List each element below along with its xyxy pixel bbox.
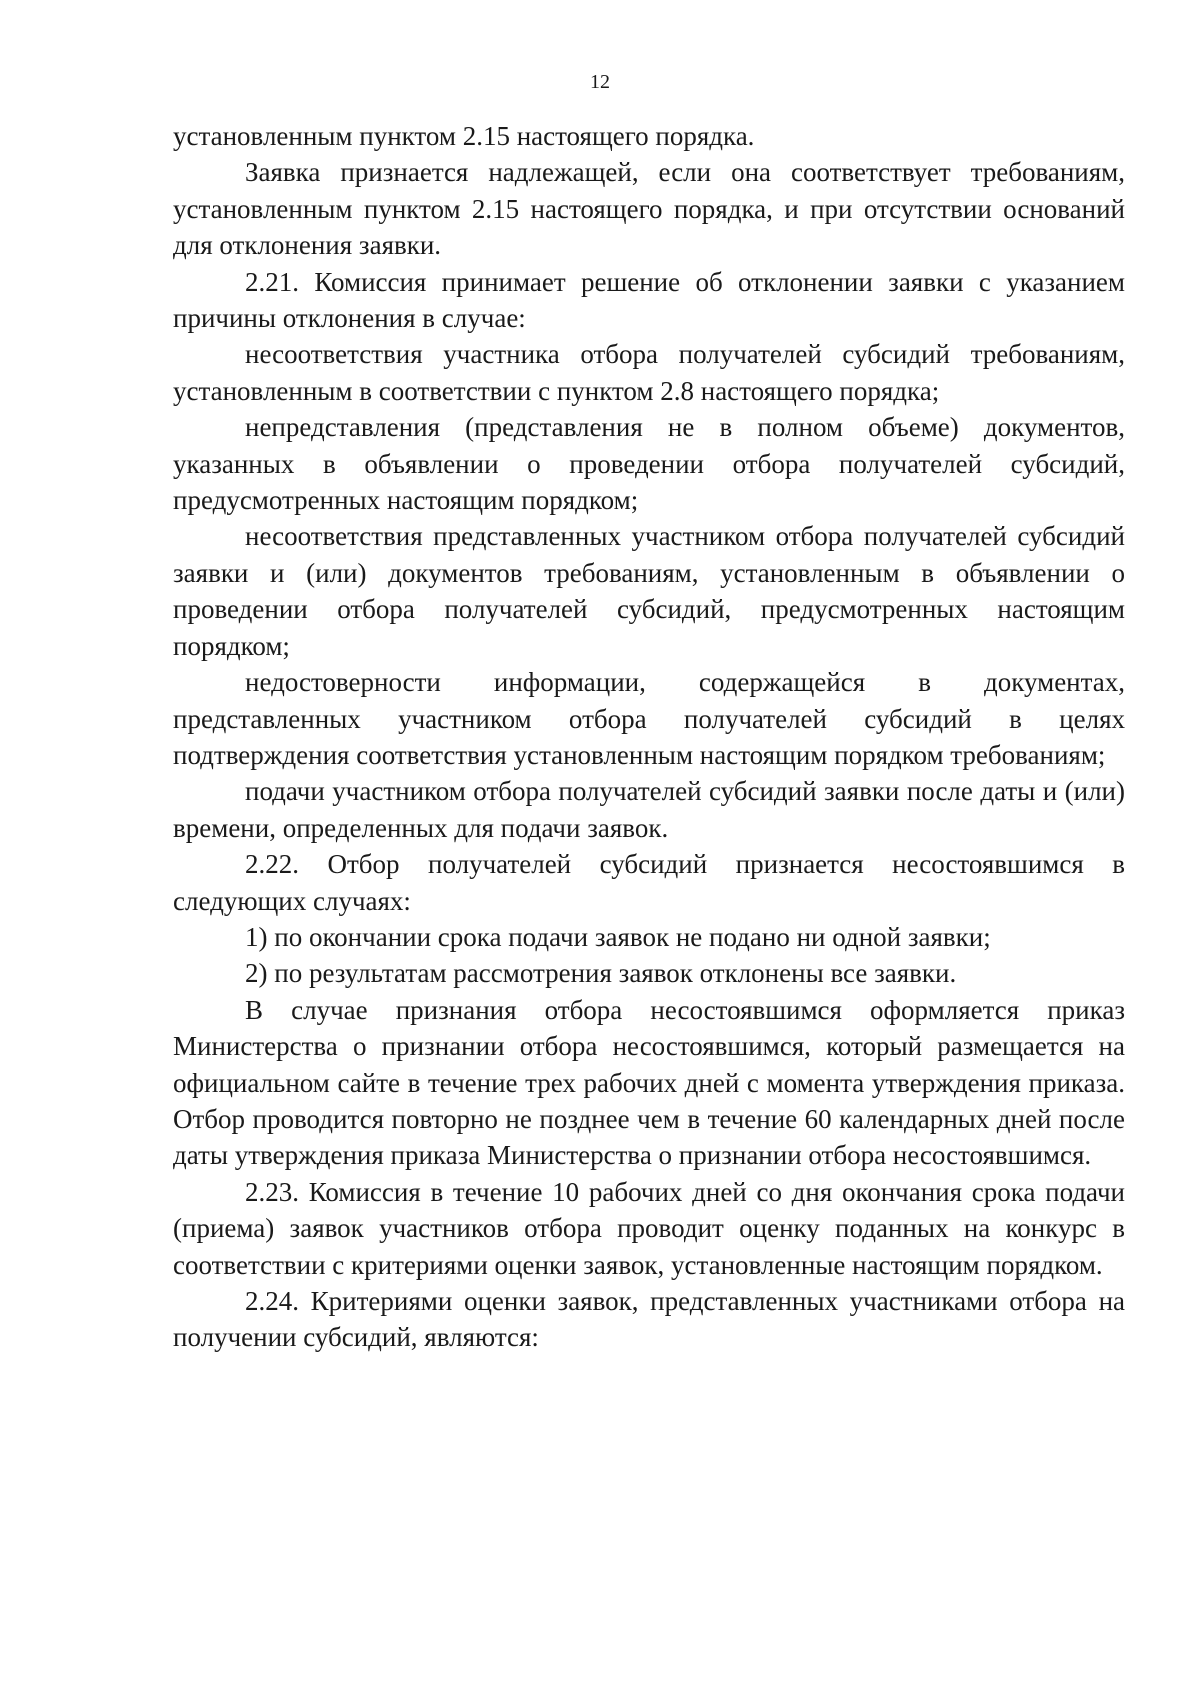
paragraph-rejection-reason-2: непредставления (представления не в полном объеме) документов, указанных в объявлении о проведении отбора получателей субсидий, предусмотренных настоящим порядком; — [173, 412, 1125, 516]
paragraph-2-21: 2.21. Комиссия принимает решение об отклонении заявки с указанием причины отклонения в случае: — [173, 266, 1125, 334]
paragraph-rejection-reason-1: несоответствия участника отбора получателей субсидий требованиям, установленным в соответствии с пунктом 2.8 настоящего порядка; — [173, 339, 1125, 406]
paragraph-rejection-reason-4: недостоверности информации, содержащейся в документах, представленных участником отбора получателей субсидий в целях подтверждения соответствия установленным настоящим порядком требованиям; — [173, 667, 1125, 770]
paragraph-case-2: 2) по результатам рассмотрения заявок отклонены все заявки. — [245, 958, 957, 989]
page-number: 12 — [590, 71, 610, 93]
paragraph-continuation: установленным пунктом 2.15 настоящего порядка. — [173, 121, 755, 151]
paragraph-2-24: 2.24. Критериями оценки заявок, представленных участниками отбора на получении субсидий, являются: — [173, 1286, 1125, 1353]
paragraph-rejection-reason-5: подачи участником отбора получателей субсидий заявки после даты и (или) времени, определенных для подачи заявок. — [173, 776, 1125, 843]
paragraph-case-1: 1) по окончании срока подачи заявок не подано ни одной заявки; — [245, 921, 991, 952]
document-body — [173, 118, 1125, 1356]
paragraph-2-22: 2.22. Отбор получателей субсидий признается несостоявшимся в следующих случаях: — [173, 849, 1125, 916]
paragraph-failed-selection: В случае признания отбора несостоявшимся оформляется приказ Министерства о признании отбора несостоявшимся, который размещается на официальном сайте в течение трех рабочих дней с момента утверждения приказа. Отбор проводится повторно не позднее чем в течение 60 календарных дней после даты утверждения приказа Министерства о признании отбора несостоявшимся. — [173, 994, 1125, 1171]
paragraph-2-23: 2.23. Комиссия в течение 10 рабочих дней со дня окончания срока подачи (приема) заявок участников отбора проводит оценку поданных на конкурс в соответствии с критериями оценки заявок, установленные настоящим порядком. — [173, 1176, 1125, 1280]
paragraph-rejection-reason-3: несоответствия представленных участником отбора получателей субсидий заявки и (или) документов требованиям, установленным в объявлении о проведении отбора получателей субсидий, предусмотренных настоящим порядком; — [173, 521, 1125, 661]
paragraph-application-valid: Заявка признается надлежащей, если она соответствует требованиям, установленным пунктом 2.15 настоящего порядка, и при отсутствии оснований для отклонения заявки. — [173, 157, 1125, 261]
